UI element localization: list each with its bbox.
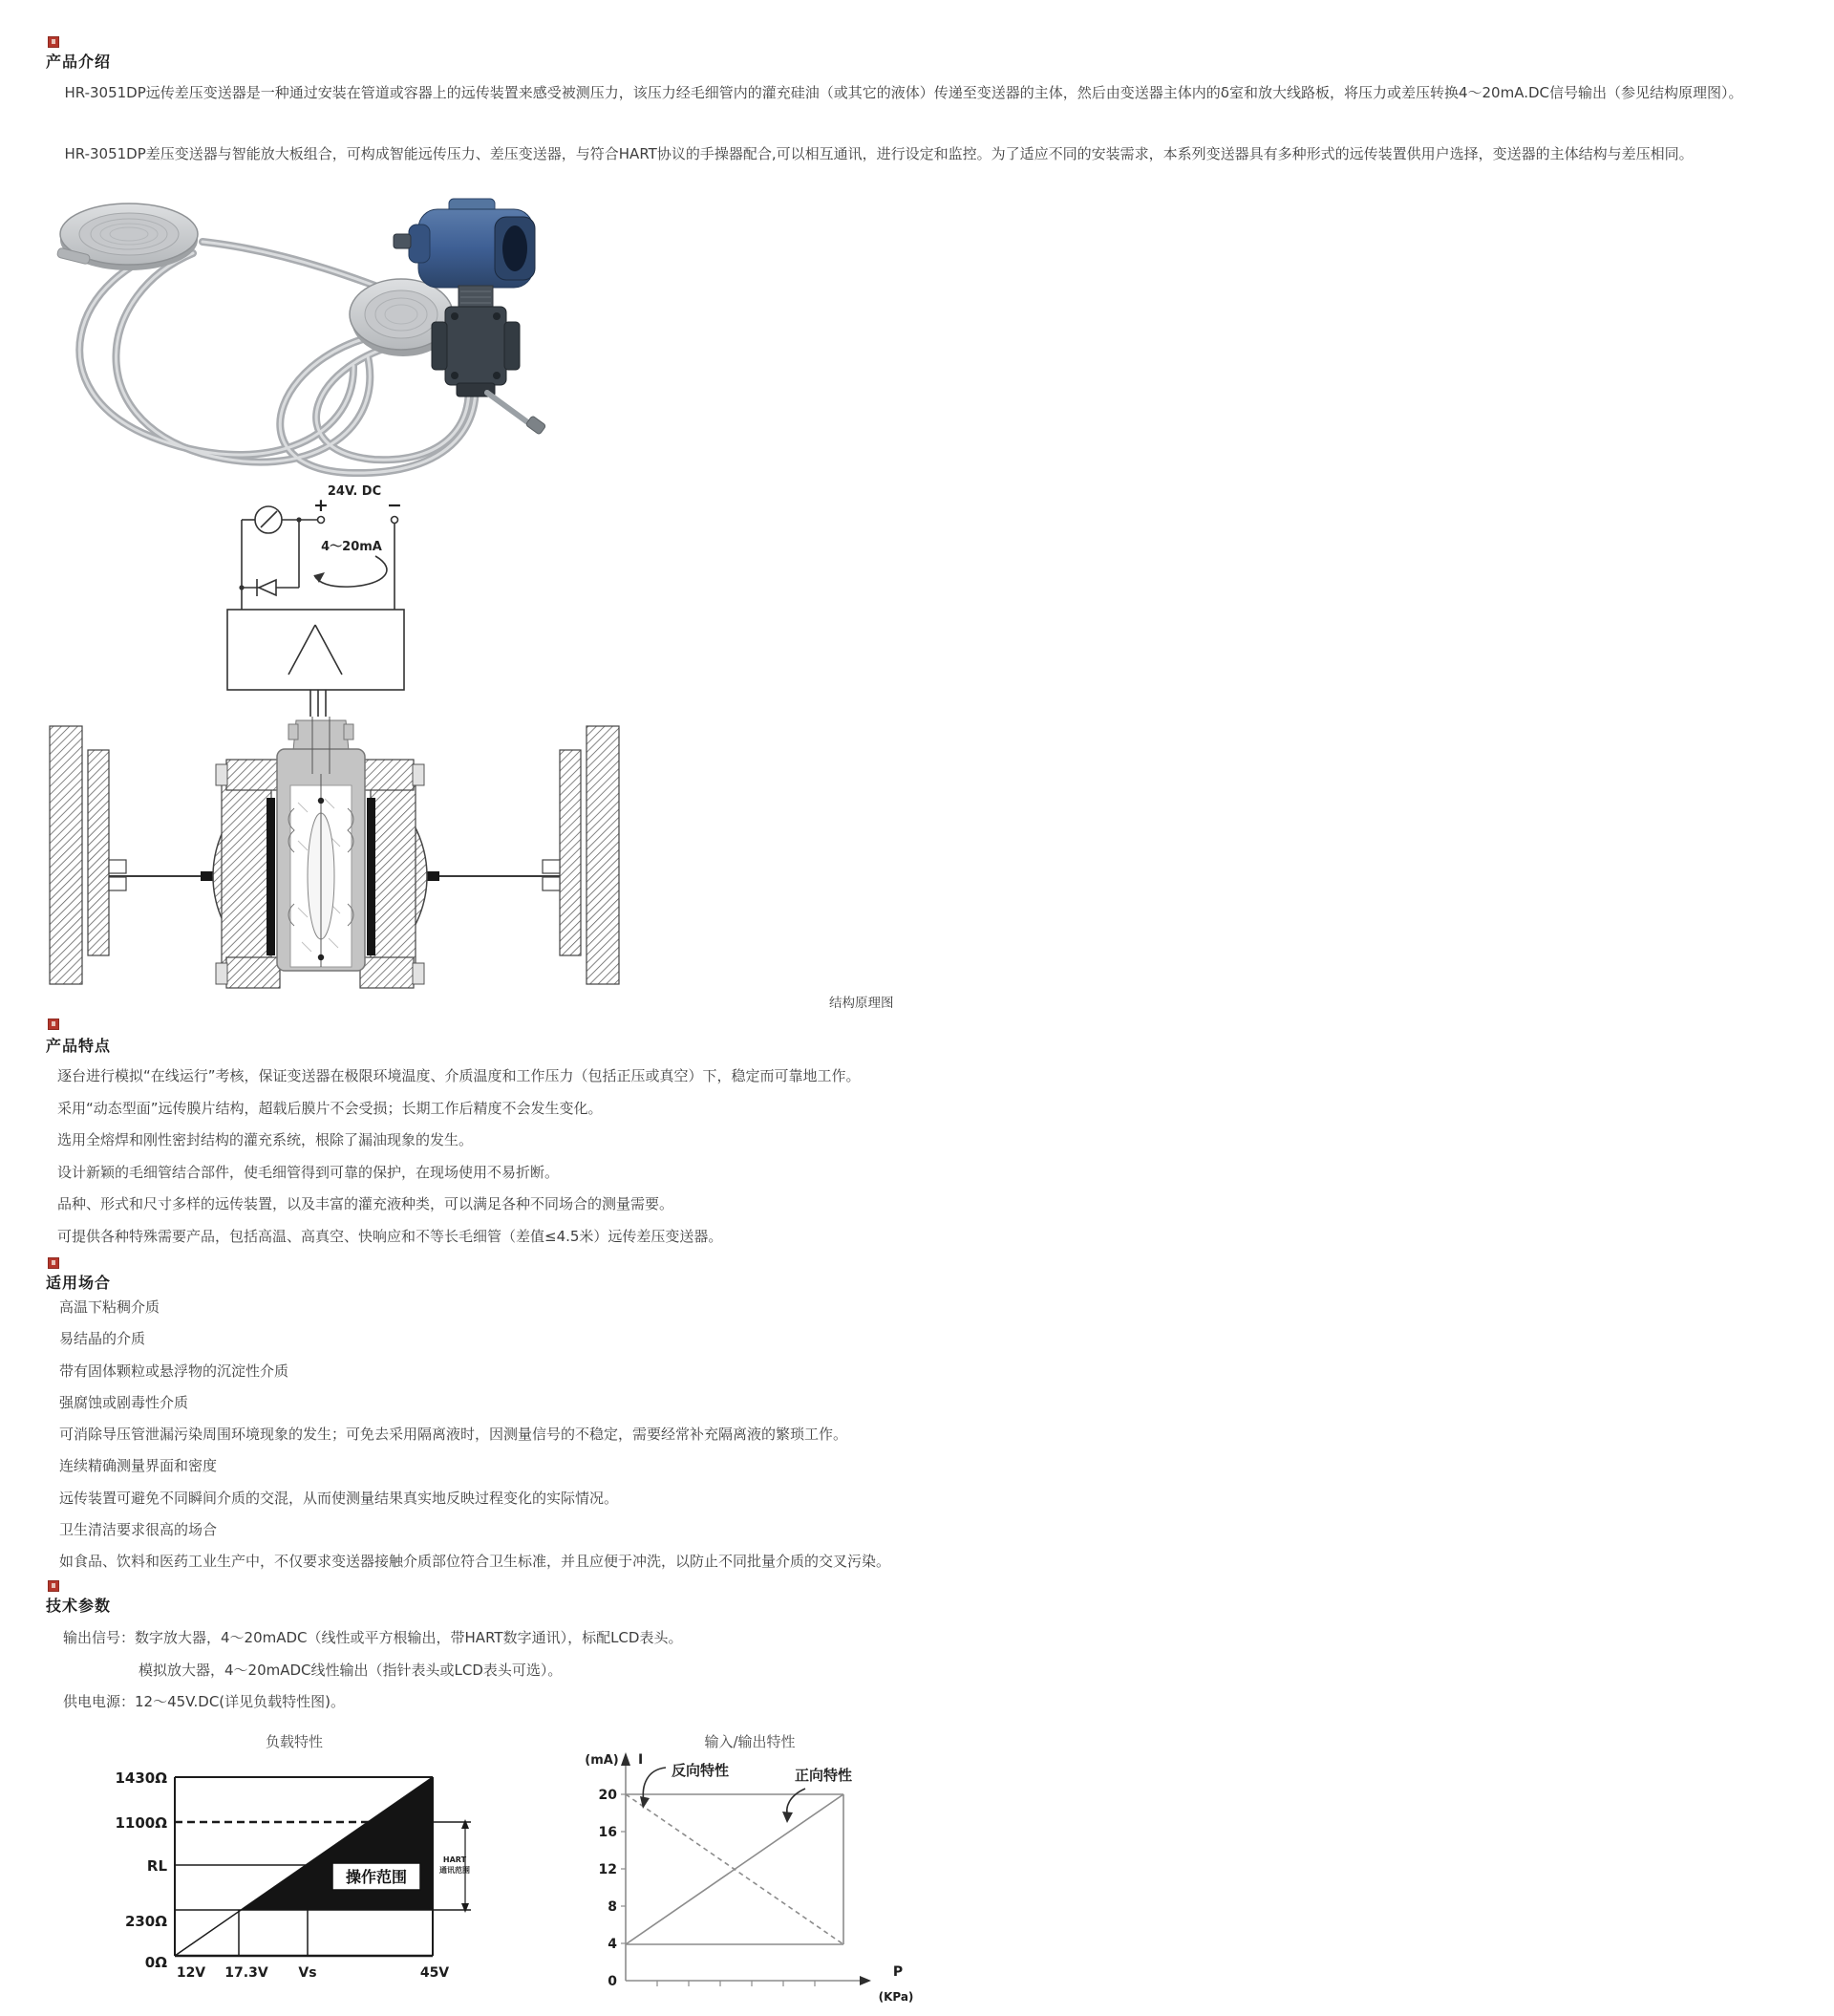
feature-item: 设计新颖的毛细管结合部件，使毛细管得到可靠的保护，在现场使用不易折断。: [57, 1163, 560, 1181]
y-tick-label: 8: [608, 1899, 617, 1915]
application-item: 强腐蚀或剧毒性介质: [59, 1393, 189, 1411]
reverse-pointer-arrow: [643, 1768, 666, 1802]
minus-terminal: [392, 517, 398, 524]
y-tick-label: 20: [598, 1788, 617, 1803]
application-item: 易结晶的介质: [59, 1330, 146, 1348]
y-axis-symbol: I: [638, 1752, 644, 1768]
supply-label: 24V. DC: [327, 484, 382, 499]
section-title-applications: 适用场合: [46, 1274, 112, 1292]
spec-line: 供电电源：12～45V.DC(详见负载特性图)。: [63, 1693, 345, 1710]
capillary-coils: [79, 242, 476, 473]
hart-annotation-line1: HART: [442, 1855, 467, 1864]
diode-icon: [259, 580, 276, 595]
hart-annotation-line2: 通讯范围: [439, 1866, 470, 1875]
y-tick-label: RL: [146, 1857, 167, 1875]
application-item: 如食品、饮料和医药工业生产中，不仅要求变送器接触介质部位符合卫生标准，并且应便于冲洗，以防止不同批量介质的交叉污染。: [59, 1553, 891, 1571]
signal-label: 4～20mA: [321, 540, 382, 554]
minus-label: −: [387, 495, 402, 516]
section-marker-icon: [48, 1019, 59, 1030]
forward-series-label: 正向特性: [795, 1767, 853, 1784]
product-photo: [38, 196, 611, 483]
y-tick-label: 0: [608, 1974, 617, 1989]
io-characteristic-chart: [573, 1748, 917, 2016]
y-tick-label: 1100Ω: [115, 1814, 167, 1832]
left-flange: [50, 726, 126, 984]
section-marker-icon: [48, 36, 59, 48]
y-axis-arrow-icon: [621, 1752, 630, 1766]
application-item: 带有固体颗粒或悬浮物的沉淀性介质: [59, 1362, 289, 1380]
reverse-series-label: 反向特性: [672, 1762, 730, 1779]
specs-list: [63, 1622, 1802, 1719]
section-title-specs: 技术参数: [46, 1597, 112, 1615]
y-tick-label: 230Ω: [124, 1913, 167, 1930]
y-tick-label: 12: [598, 1862, 617, 1877]
right-flange: [543, 726, 619, 984]
structure-cross-section: [38, 717, 630, 1003]
applications-list: [59, 1292, 1798, 1578]
y-tick-label: 0Ω: [144, 1954, 167, 1971]
sensor-body: [213, 717, 427, 988]
wiring-diagram: [215, 480, 473, 717]
application-item: 高温下粘稠介质: [59, 1298, 160, 1316]
application-item: 可消除导压管泄漏污染周围环境现象的发生；可免去采用隔离液时，因测量信号的不稳定，需要经常补充隔离液的繁琐工作。: [59, 1426, 848, 1444]
y-tick-label: 16: [598, 1825, 617, 1840]
x-tick-label: 12V: [176, 1965, 206, 1981]
figure-caption: 结构原理图: [829, 996, 894, 1011]
remote-seal-disc-upper: [56, 204, 198, 270]
x-tick-label: Vs: [298, 1965, 317, 1981]
current-loop-arrow: [314, 556, 387, 587]
section-marker-icon: [48, 1580, 59, 1592]
load-chart-title: 负载特性: [265, 1733, 323, 1750]
y-axis-unit: (mA): [585, 1753, 619, 1768]
y-tick-label: 1430Ω: [115, 1769, 167, 1787]
features-list: [57, 1061, 1796, 1254]
plus-label: +: [313, 495, 329, 516]
application-item: 卫生清洁要求很高的场合: [59, 1521, 218, 1539]
operating-region-label: 操作范围: [345, 1868, 408, 1886]
x-tick-label: 17.3V: [224, 1965, 268, 1981]
intro-paragraph-2: HR-3051DP差压变送器与智能放大板组合，可构成智能远传压力、差压变送器，与符合HART协议的手操器配合,可以相互通讯，进行设定和监控。为了适应不同的安装需求，本系列变送器具有多种形式的远传装置供用户选择，变送器的主体结构与差压相同。: [64, 145, 1694, 162]
application-item: 连续精确测量界面和密度: [59, 1457, 218, 1475]
transmitter-photo-illustration: [38, 196, 611, 483]
intro-paragraph-1: HR-3051DP远传差压变送器是一种通过安装在管道或容器上的远传装置来感受被测压力，该压力经毛细管内的灌充硅油（或其它的液体）传递至变送器的主体，然后由变送器主体内的δ室和放大线路板，将压力或差压转换4～20mA.DC信号输出（参见结构原理图）。: [64, 84, 1743, 101]
section-title-features: 产品特点: [46, 1037, 112, 1055]
io-chart-title: 输入/输出特性: [704, 1733, 796, 1750]
x-axis-unit: (KPa): [878, 1990, 914, 2004]
x-tick-label: 45V: [419, 1965, 450, 1981]
y-tick-label: 4: [608, 1937, 617, 1952]
section-marker-icon: [48, 1257, 59, 1269]
feature-item: 选用全熔焊和刚性密封结构的灌充系统，根除了漏油现象的发生。: [57, 1131, 474, 1149]
amplifier-box: [227, 610, 404, 690]
feature-item: 采用“动态型面”远传膜片结构，超载后膜片不会受损；长期工作后精度不会发生变化。: [57, 1099, 603, 1117]
plus-terminal: [318, 517, 325, 524]
feature-item: 可提供各种特殊需要产品，包括高温、高真空、快响应和不等长毛细管（差值≤4.5米）远传差压变送器。: [57, 1227, 723, 1245]
x-axis-symbol: P: [892, 1964, 904, 1980]
load-characteristic-chart: [91, 1748, 482, 1997]
feature-item: 逐台进行模拟“在线运行”考核，保证变送器在极限环境温度、介质温度和工作压力（包括正压或真空）下，稳定而可靠地工作。: [57, 1067, 861, 1084]
spec-line: 模拟放大器，4～20mADC线性输出（指针表头或LCD表头可选）。: [139, 1661, 563, 1679]
feature-item: 品种、形式和尺寸多样的远传装置，以及丰富的灌充液种类，可以满足各种不同场合的测量需要。: [57, 1195, 674, 1213]
spec-line: 输出信号：数字放大器，4～20mADC（线性或平方根输出，带HART数字通讯），标配LCD表头。: [63, 1629, 683, 1646]
section-title-intro: 产品介绍: [46, 53, 112, 71]
application-item: 远传装置可避免不同瞬间介质的交混，从而使测量结果真实地反映过程变化的实际情况。: [59, 1489, 619, 1507]
x-axis-arrow-icon: [860, 1976, 871, 1985]
